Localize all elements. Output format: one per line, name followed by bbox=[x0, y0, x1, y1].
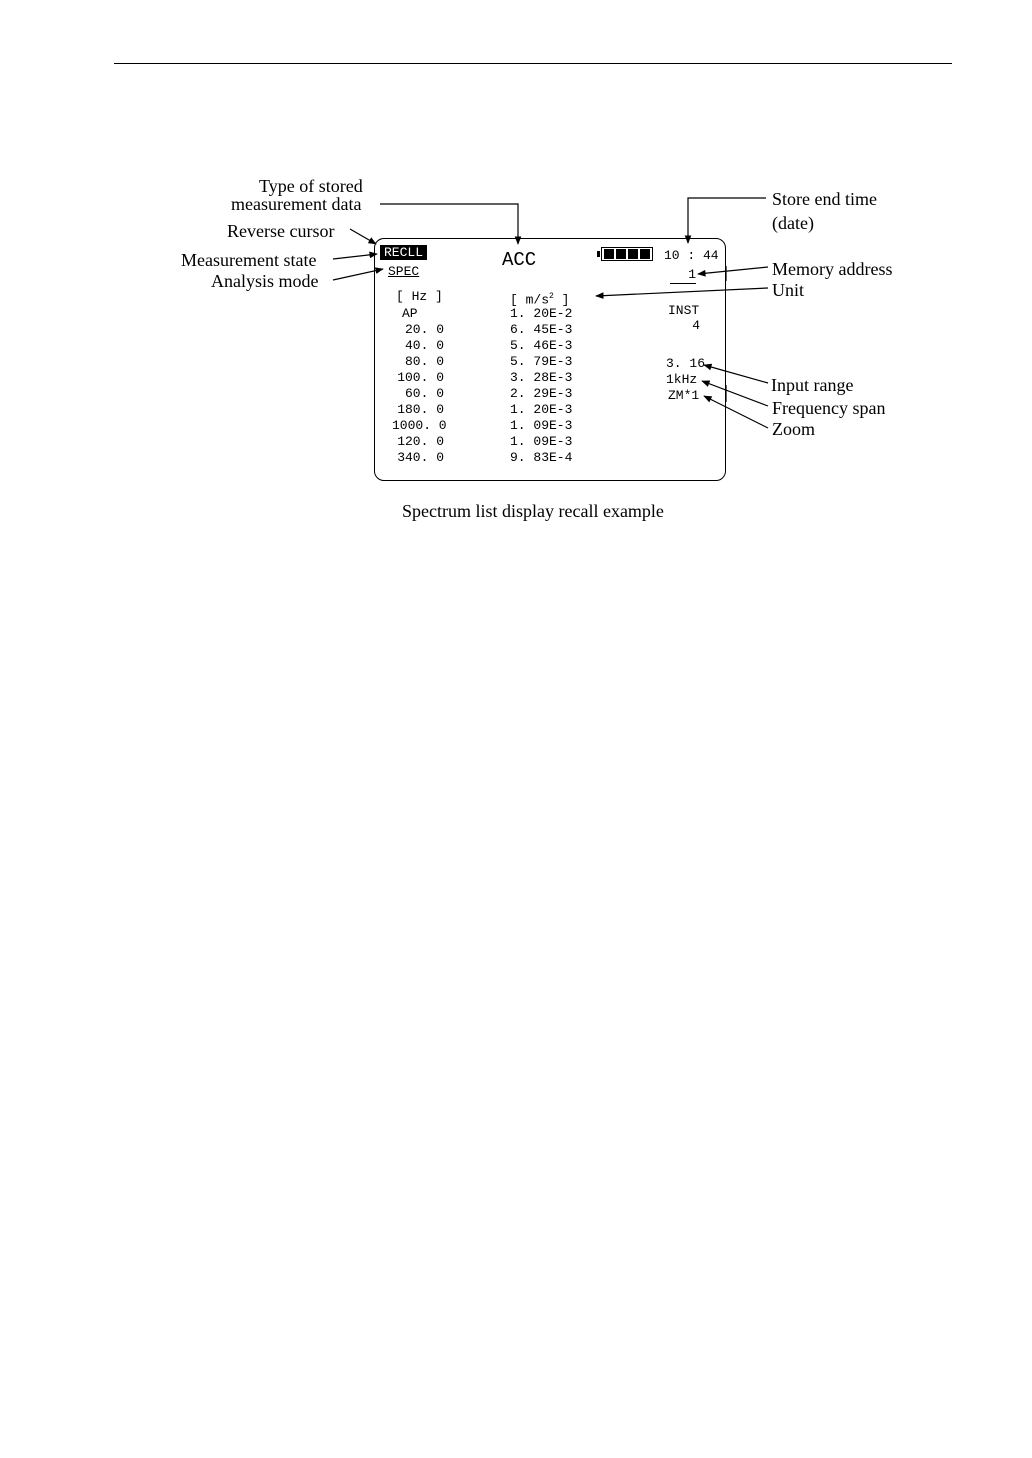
arrow-measurement-state bbox=[333, 254, 377, 259]
label-zoom: Zoom bbox=[772, 419, 815, 439]
inst-label: INST bbox=[668, 303, 700, 318]
row-value: 3. 28E-3 bbox=[510, 370, 573, 385]
unit-column-header: [ $m/s^2$ ] bbox=[510, 292, 570, 308]
row-value: 1. 20E-2 bbox=[510, 306, 573, 321]
arrow-reverse-cursor bbox=[350, 229, 376, 244]
row-frequency: AP bbox=[402, 306, 418, 321]
input-range-value: 3. 16 bbox=[666, 356, 706, 371]
analysis-mode: SPEC bbox=[388, 264, 420, 279]
label-store-end-line2: (date) bbox=[772, 213, 814, 233]
label-frequency-span: Frequency span bbox=[772, 398, 886, 418]
label-memory-address: Memory address bbox=[772, 259, 893, 279]
figure-caption: Spectrum list display recall example bbox=[402, 501, 664, 521]
label-type-line2: measurement data bbox=[231, 194, 362, 214]
row-frequency: 80. 0 bbox=[404, 354, 444, 369]
row-frequency: 120. 0 bbox=[397, 434, 444, 449]
row-frequency: 20. 0 bbox=[404, 322, 444, 337]
label-reverse-cursor: Reverse cursor bbox=[227, 221, 335, 241]
data-type: ACC bbox=[502, 249, 537, 271]
label-measurement-state: Measurement state bbox=[181, 250, 317, 270]
label-store-end-line1: Store end time bbox=[772, 189, 877, 209]
row-frequency: 180. 0 bbox=[397, 402, 444, 417]
arrow-data-type bbox=[380, 204, 518, 244]
arrow-analysis-mode bbox=[333, 269, 383, 280]
row-value: 1. 20E-3 bbox=[510, 402, 573, 417]
row-value: 5. 46E-3 bbox=[510, 338, 573, 353]
row-value: 9. 83E-4 bbox=[510, 450, 573, 465]
inst-value: 4 bbox=[692, 318, 700, 333]
row-frequency: 60. 0 bbox=[404, 386, 444, 401]
row-frequency: 340. 0 bbox=[397, 450, 444, 465]
row-frequency: 1000. 0 bbox=[392, 418, 447, 433]
arrow-input-range bbox=[704, 365, 768, 383]
row-value: 6. 45E-3 bbox=[510, 322, 573, 337]
label-analysis-mode: Analysis mode bbox=[211, 271, 319, 291]
label-input-range: Input range bbox=[771, 375, 854, 395]
measurement-state: RECLL bbox=[380, 245, 427, 260]
row-frequency: 100. 0 bbox=[397, 370, 444, 385]
arrow-memory-address bbox=[698, 267, 768, 274]
arrow-unit bbox=[596, 288, 768, 296]
zoom-value: ZM*1 bbox=[668, 388, 700, 403]
label-unit: Unit bbox=[772, 280, 805, 300]
freq-column-header: [ Hz ] bbox=[396, 289, 443, 304]
store-end-time: 10 : 44 bbox=[664, 248, 719, 263]
row-value: 2. 29E-3 bbox=[510, 386, 573, 401]
row-value: 1. 09E-3 bbox=[510, 434, 573, 449]
arrow-frequency-span bbox=[702, 381, 768, 406]
freq-span-value: 1kHz bbox=[666, 372, 698, 387]
row-value: 5. 79E-3 bbox=[510, 354, 573, 369]
memory-address: 1 bbox=[670, 267, 696, 284]
row-value: 1. 09E-3 bbox=[510, 418, 573, 433]
row-frequency: 40. 0 bbox=[404, 338, 444, 353]
arrow-zoom bbox=[704, 396, 768, 428]
label-type-line1: Type of stored bbox=[259, 176, 363, 196]
arrow-store-end-time bbox=[688, 198, 766, 243]
